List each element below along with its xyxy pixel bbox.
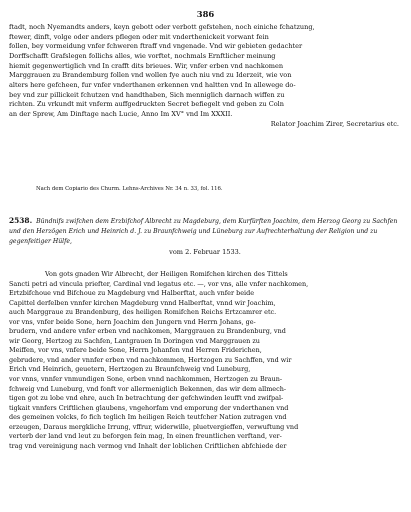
preceding-document-text <box>9 23 399 129</box>
heading-date: vom 2. Februar 1533. <box>169 248 241 256</box>
text-line: Erich vnd Heinrich, geuetern, Hertzogen zu Braunfchweig vnd Luneburg, <box>9 365 251 374</box>
page-number: 386 <box>196 9 215 19</box>
text-line: alters here gefcheen, fur vnfer vnderthanen erkennen vnd haltten vnd In allewege do- <box>9 80 296 89</box>
text-line: trag vnd vereinigung nach vermog vnd Inhalt der loblichen Criftlichen abfchiede der <box>9 441 287 450</box>
text-line: Dorffschafft Grafslegen follichs alles, wie vorftet, nochmals Ernftlicher meinung <box>9 51 276 60</box>
text-line: follen, bey vormeidung vnfer fchweren ftraff vnd vngenade. Vnd wir gebieten gedachter <box>9 42 303 51</box>
text-line: ftadt, noch Nyemandts anders, keyn gebott oder verbott gefstehen, noch einiche fchatzung, <box>9 23 315 31</box>
document-body-text <box>9 270 401 451</box>
text-line: Ertzbifchoue vnd Bifchoue zu Magdeburg vnd Halberftat, auch vnfer beide <box>9 289 255 298</box>
text-line: brudern, vnd andere vnfer erben vnd nachkomen, Marggrauen zu Brandenburg, vnd <box>9 327 286 336</box>
text-line: auch Marggraue zu Brandenburg, des heiligen Romifchen Reichs Ertzcamrer etc. <box>9 308 277 317</box>
text-line: Von gots gnaden Wir Albrecht, der Heiligen Romifchen kirchen des Tittels <box>45 270 288 278</box>
text-line: tigen got zu lobe vnd ehre, auch In betrachtung der gefchwinden leufft vnd zwifpal- <box>9 394 284 403</box>
text-line: ftewer, dinft, volge oder anders pflegen oder mit vnderthenickeit vorwant fein <box>9 32 269 41</box>
text-line: an der Sprew, Am Dinftage nach Lucie, Anno Im XV° vnd Im XXXII. <box>9 109 233 118</box>
text-line: gebrudere, vnd ander vnnfer erben vnd nachkommen, Hertzogen zu Sachffen, vnd wir <box>9 355 292 364</box>
text-line: Sancti petri ad vincula priefter, Cardinal vnd legatus etc. —, vor vns, alle vnfer nachkomen, <box>9 279 309 288</box>
text-line: tigkait vnnfers Criftlichen glaubens, vngehorfam vnd emporung der vnderthanen vnd <box>9 403 289 412</box>
text-line: hiemit gegenwertiglich vnd In crafft dits brieues. Wir, vnfer erben vnd nachkomen <box>9 61 284 70</box>
text-line: richten. Zu vrkundt mit vnferm auffgedruckten Secret befiegelt vnd geben zu Coln <box>9 100 284 109</box>
document-heading <box>9 216 401 257</box>
text-line: Marggrauen zu Brandemburg follen vnd wollen fye auch niu vnd zu Iderzeit, wie von <box>9 71 292 80</box>
text-line: erzeugen, Daraus mergkliche Irrung, vffrur, widerwille, pluetvergieffen, verwuftung vnd <box>9 422 299 431</box>
text-line: wir Georg, Hertzog zu Sachfen, Lantgrauen In Doringen vnd Marggrauen zu <box>9 336 260 345</box>
text-line: Capittel derfelben vnnfer kirchen Magdeburg vnnd Halberftat, vnnd wir Joachim, <box>9 298 276 307</box>
text-line: bey vnd zur pillickeit fchutzen vnd handthaben, Sich menniglich darnach wiffen zu <box>9 90 285 99</box>
text-line: Meiffen, vor vns, vnfere beide Sone, Herrn Johanfen vnd Herren Friderichen, <box>9 346 262 355</box>
text-line: vor vnns, vnnfer vnmundigen Sone, erben vnnd nachkommen, Hertzogen zu Braun- <box>9 375 283 384</box>
document-number: 2538. <box>9 216 33 225</box>
source-note: Nach dem Copiario des Churm. Lehns-Archives Nr. 34 n. 33, fol. 116. <box>36 186 223 192</box>
text-line: verterb der land vnd leut zu beforgen fein mag, In einen freuntlichen verftand, ver- <box>9 432 282 441</box>
text-line: vor vns, vnfer beide Sone, hern Joachim den Jungern vnd Herrn Johans, ge- <box>9 317 256 326</box>
signature-line: Relator Joachim Zirer, Secretarius etc. <box>270 119 399 128</box>
text-line: fchweig vnd Luneburg, vnd fonft vor allermeniglich Bekennen, das wir dem allmech- <box>9 384 287 393</box>
heading-text: Bündnifs zwifchen dem Erzbifchof Albrecht zu Magdeburg, dem Kurfürften Joachim, dem Herzog Georg zu Sachfen und den Herzögen Erich und Heinrich d. J. zu Braunfchweig und Lüneburg zur Aufrechterhaltung der Religion und zu gegenfeitiger Hülfe, <box>9 218 398 245</box>
text-line: des gemeinen volcks, fo fich teglich Im heiligen Reich teutfcher Nation zutragen vnd <box>9 413 287 422</box>
